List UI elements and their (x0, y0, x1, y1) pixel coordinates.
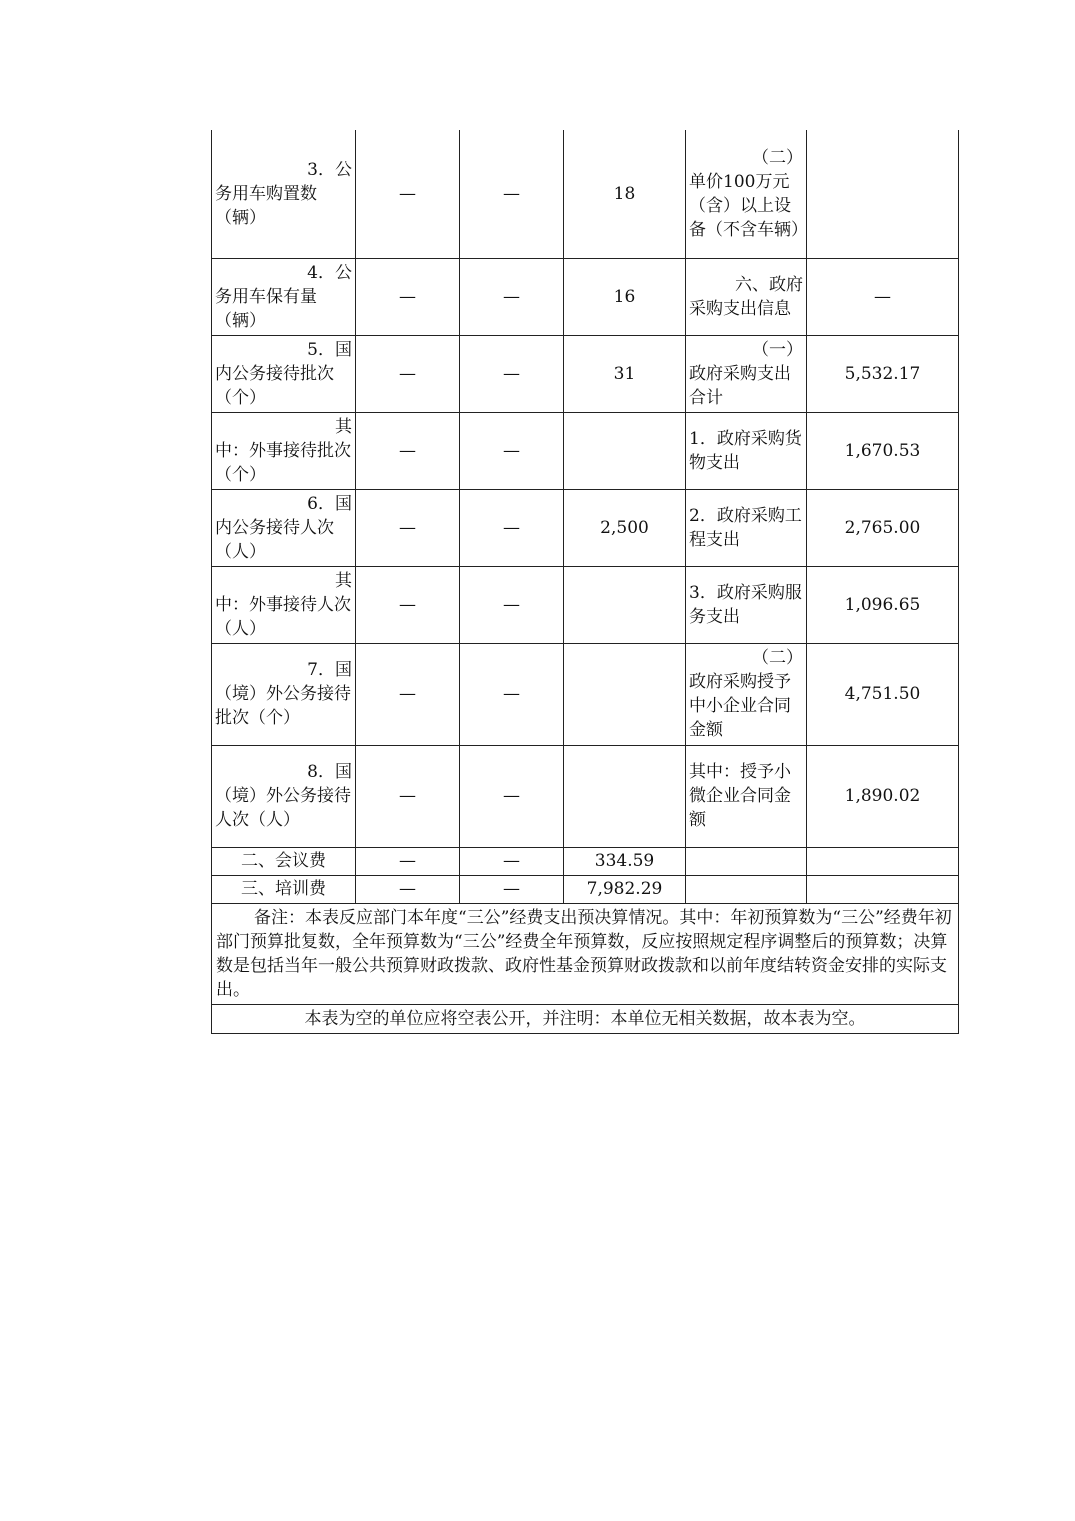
item-label-lead: （二） (752, 147, 803, 168)
item-value-cell (807, 875, 959, 903)
annual-initial-budget-cell: — (356, 643, 460, 745)
item-value-cell (807, 847, 959, 875)
row-label-text: （境）外公务接待批次（个） (215, 684, 351, 728)
row-label-lead: 3．公 (307, 159, 352, 180)
row-label-text: 中：外事接待人次（人） (215, 594, 351, 639)
row-label-text: 务用车保有量（辆） (215, 286, 317, 331)
table-row (212, 412, 959, 489)
row-label-text: 内公务接待批次（个） (215, 363, 334, 408)
item-value-cell: 2,765.00 (807, 489, 959, 566)
annual-initial-budget-cell: — (356, 412, 460, 489)
item-label-cell (686, 412, 807, 489)
full-year-budget-cell: — (460, 643, 564, 745)
table-row (212, 745, 959, 847)
item-label-text: 政府采购支出合计 (689, 363, 791, 408)
item-label-cell (686, 258, 807, 335)
full-year-budget-cell: — (460, 847, 564, 875)
table-row (212, 643, 959, 745)
annual-initial-budget-cell: — (356, 566, 460, 643)
row-label-cell: 三、培训费 (212, 875, 356, 903)
annual-initial-budget-cell: — (356, 489, 460, 566)
table-row (212, 489, 959, 566)
row-label-cell (212, 643, 356, 745)
item-label-lead: 六、政府 (735, 274, 803, 295)
item-label-text: 采购支出信息 (689, 298, 791, 319)
table-row (212, 875, 959, 903)
annual-initial-budget-cell: — (356, 745, 460, 847)
table-row (212, 566, 959, 643)
row-label-lead: 6．国 (307, 493, 352, 514)
full-year-budget-cell: — (460, 412, 564, 489)
row-label-cell (212, 566, 356, 643)
final-account-cell: 334.59 (564, 847, 686, 875)
full-year-budget-cell: — (460, 566, 564, 643)
final-account-cell: 16 (564, 258, 686, 335)
note-row (212, 903, 959, 1004)
note-cell (212, 903, 959, 1004)
item-label-text: 其中：授予小微企业合同金额 (689, 762, 791, 830)
item-value-cell: 4,751.50 (807, 643, 959, 745)
item-label-cell (686, 335, 807, 412)
item-label-cell (686, 130, 807, 258)
final-account-cell: 7,982.29 (564, 875, 686, 903)
item-label-text: 3．政府采购服务支出 (689, 582, 802, 627)
item-label-cell (686, 745, 807, 847)
full-year-budget-cell: — (460, 335, 564, 412)
full-year-budget-cell: — (460, 745, 564, 847)
table-row (212, 258, 959, 335)
item-label-cell (686, 566, 807, 643)
item-label-lead: （一） (752, 339, 803, 360)
row-label-cell: 二、会议费 (212, 847, 356, 875)
row-label-lead: 其 (335, 570, 352, 591)
row-label-lead: 7．国 (307, 660, 352, 680)
row-label-cell (212, 489, 356, 566)
item-label-text: 单价100万元（含）以上设备（不含车辆） (689, 171, 808, 240)
annual-initial-budget-cell: — (356, 847, 460, 875)
row-label-cell (212, 335, 356, 412)
item-value-cell: 1,670.53 (807, 412, 959, 489)
row-label-text: 内公务接待人次（人） (215, 517, 334, 562)
table-row (212, 847, 959, 875)
full-year-budget-cell: — (460, 875, 564, 903)
annual-initial-budget-cell: — (356, 875, 460, 903)
final-account-cell (564, 745, 686, 847)
budget-table-page (211, 130, 958, 1034)
final-account-cell: 31 (564, 335, 686, 412)
final-account-cell (564, 412, 686, 489)
row-label-text: （境）外公务接待人次（人） (215, 786, 351, 830)
item-label-cell (686, 643, 807, 745)
item-label-cell (686, 875, 807, 903)
item-label-text: 1．政府采购货物支出 (689, 428, 802, 473)
full-year-budget-cell: — (460, 258, 564, 335)
final-account-cell (564, 566, 686, 643)
item-value-cell: — (807, 258, 959, 335)
final-account-cell (564, 643, 686, 745)
full-year-budget-cell: — (460, 130, 564, 258)
table-row (212, 335, 959, 412)
annual-initial-budget-cell: — (356, 130, 460, 258)
empty-table-note: 本表为空的单位应将空表公开，并注明：本单位无相关数据，故本表为空。 (212, 1004, 959, 1033)
row-label-cell (212, 130, 356, 258)
row-label-cell (212, 745, 356, 847)
row-label-cell (212, 412, 356, 489)
item-value-cell: 5,532.17 (807, 335, 959, 412)
row-label-lead: 其 (335, 416, 352, 437)
annual-initial-budget-cell: — (356, 258, 460, 335)
three-public-expense-table (211, 130, 959, 1034)
full-year-budget-cell: — (460, 489, 564, 566)
item-label-cell (686, 847, 807, 875)
item-label-lead: （二） (752, 648, 803, 668)
row-label-text: 中：外事接待批次（个） (215, 440, 351, 485)
row-label-text: 务用车购置数（辆） (215, 183, 317, 228)
row-label-lead: 8．国 (307, 762, 352, 782)
final-account-cell: 18 (564, 130, 686, 258)
row-label-lead: 5．国 (307, 339, 352, 360)
item-label-text: 政府采购授予中小企业合同金额 (689, 672, 791, 740)
row-label-lead: 4．公 (307, 262, 352, 283)
item-label-cell (686, 489, 807, 566)
final-account-cell: 2,500 (564, 489, 686, 566)
table-row (212, 130, 959, 258)
item-value-cell: 1,096.65 (807, 566, 959, 643)
item-value-cell (807, 130, 959, 258)
empty-note-row (212, 1004, 959, 1033)
annual-initial-budget-cell: — (356, 335, 460, 412)
row-label-cell (212, 258, 356, 335)
item-label-text: 2．政府采购工程支出 (689, 505, 802, 550)
note-text: 备注：本表反应部门本年度“三公”经费支出预决算情况。其中：年初预算数为“三公”经费年初部门预算批复数，全年预算数为“三公”经费全年预算数，反应按照规定程序调整后的预算数；决算数是包括当年一般公共预算财政拨款、政府性基金预算财政拨款和以前年度结转资金安排的实际支出。 (216, 907, 952, 1000)
item-value-cell: 1,890.02 (807, 745, 959, 847)
